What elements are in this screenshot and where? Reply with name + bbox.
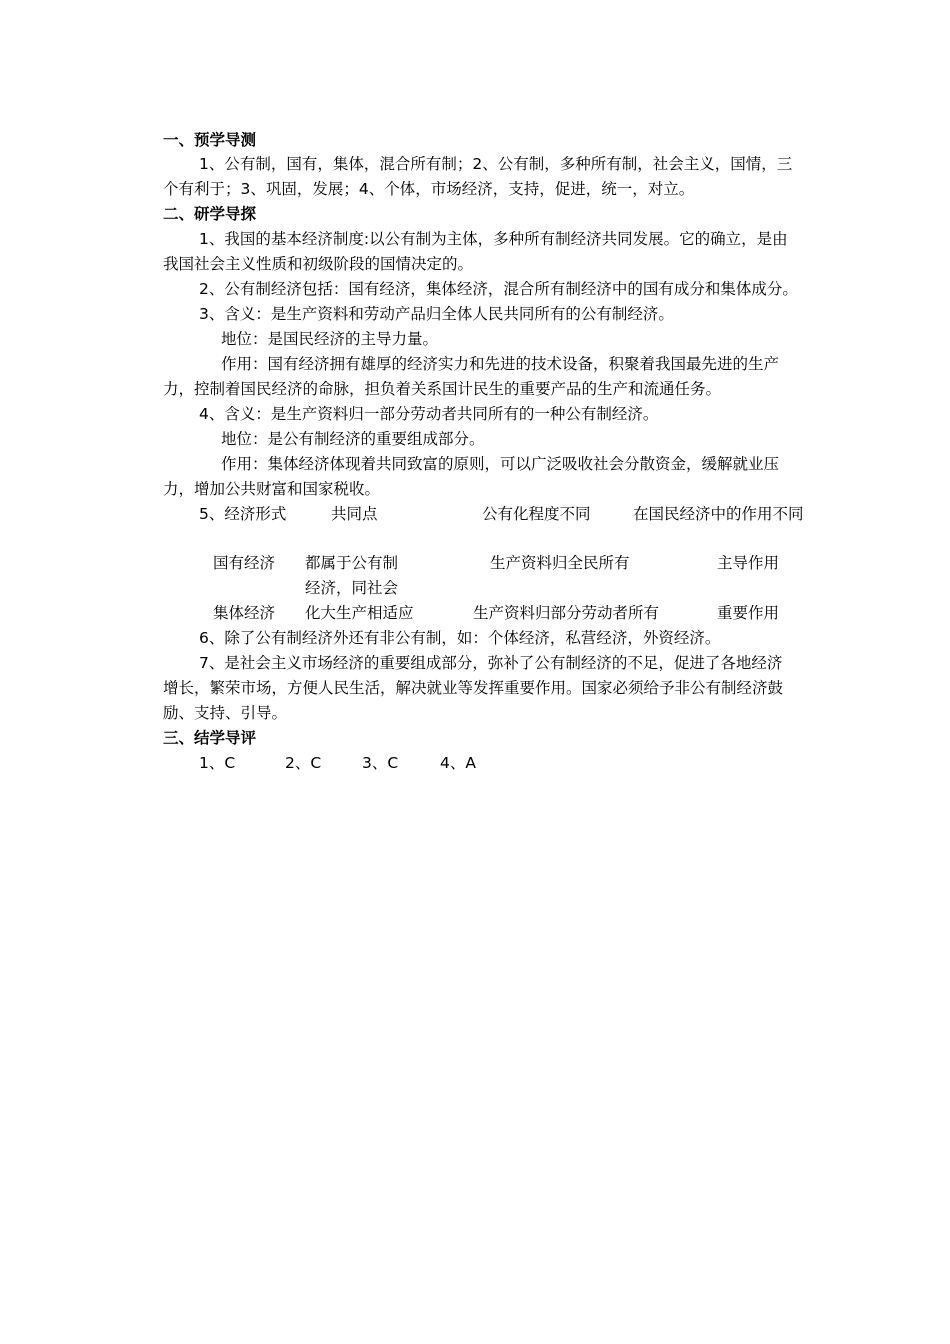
section2-item7-line3: 励、支持、引导。 [163,704,288,722]
section2-item4-role-line2: 力，增加公共财富和国家税收。 [163,480,381,498]
section2-item6: 6、除了公有制经济外还有非公有制，如：个体经济，私营经济，外资经济。 [199,629,721,647]
table-header-form: 5、经济形式 [199,505,287,523]
section2-item7-line2: 增长，繁荣市场，方便人民生活，解决就业等发挥重要作用。国家必须给予非公有制经济鼓 [163,679,784,697]
section2-item3-status: 地位：是国民经济的主导力量。 [221,330,439,348]
section3-heading: 三、结学导评 [163,729,257,747]
section1-para1-line2: 个有利于；3、巩固，发展；4、个体，市场经济，支持，促进，统一，对立。 [163,180,695,198]
answer-2: 2、C [285,754,322,772]
table-header-role: 在国民经济中的作用不同 [633,505,804,523]
section2-item3-role-line2: 力，控制着国民经济的命脉，担负着关系国计民生的重要产品的生产和流通任务。 [163,380,722,398]
table-row2-common-line3: 化大生产相适应 [305,604,414,622]
section2-item3-meaning: 3、含义：是生产资料和劳动产品归全体人民共同所有的公有制经济。 [199,305,674,323]
table-row1-degree: 生产资料归全民所有 [490,554,630,572]
section2-item4-status: 地位：是公有制经济的重要组成部分。 [221,430,485,448]
answer-4: 4、A [440,754,476,772]
section2-heading: 二、研学导探 [163,205,257,223]
section2-item1-line1: 1、我国的基本经济制度:以公有制为主体，多种所有制经济共同发展。它的确立，是由 [199,230,788,248]
table-row1-common-line2: 经济，同社会 [305,579,399,597]
section2-item4-role-line1: 作用：集体经济体现着共同致富的原则，可以广泛吸收社会分散资金，缓解就业压 [221,455,780,473]
table-row1-common-line1: 都属于公有制 [305,554,399,572]
section2-item3-role-line1: 作用：国有经济拥有雄厚的经济实力和先进的技术设备，积聚着我国最先进的生产 [221,355,780,373]
table-row2-role: 重要作用 [717,604,780,622]
section2-item4-meaning: 4、含义：是生产资料归一部分劳动者共同所有的一种公有制经济。 [199,405,659,423]
table-row2-degree: 生产资料归部分劳动者所有 [473,604,660,622]
section2-item7-line1: 7、是社会主义市场经济的重要组成部分，弥补了公有制经济的不足，促进了各地经济 [199,654,783,672]
answer-3: 3、C [362,754,399,772]
section1-heading: 一、预学导测 [163,131,257,149]
table-header-common: 共同点 [331,505,378,523]
table-row1-role: 主导作用 [717,554,780,572]
table-header-degree: 公有化程度不同 [482,505,591,523]
section1-para1-line1: 1、公有制，国有，集体，混合所有制；2、公有制，多种所有制，社会主义，国情，三 [199,155,793,173]
section2-item1-line2: 我国社会主义性质和初级阶段的国情决定的。 [163,255,474,273]
table-row2-form: 集体经济 [213,604,276,622]
table-row1-form: 国有经济 [213,554,276,572]
answer-1: 1、C [199,754,236,772]
section2-item2: 2、公有制经济包括：国有经济，集体经济，混合所有制经济中的国有成分和集体成分。 [199,280,798,298]
